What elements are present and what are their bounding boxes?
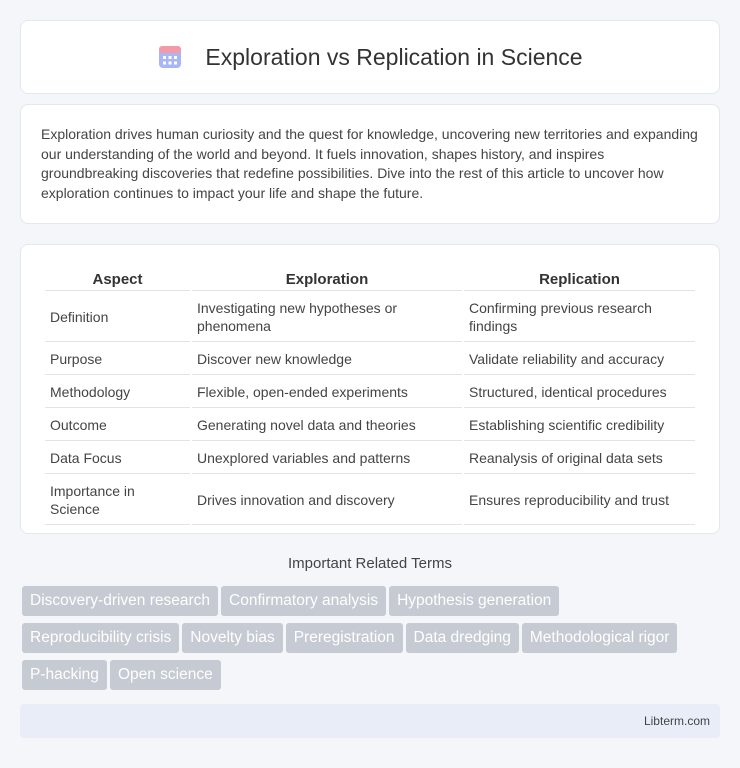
column-header-aspect: Aspect bbox=[45, 267, 190, 291]
table-row bbox=[45, 476, 695, 525]
table-cell: Unexplored variables and patterns bbox=[192, 443, 462, 474]
intro-text: Exploration drives human curiosity and the quest for knowledge, uncovering new territories and expanding our understanding of the world and beyond. It fuels innovation, shapes history, and inspires groundbreaking discoveries that redefine possibilities. Dive into the rest of this article to uncover how exploration continues to impact your life and shape the future. bbox=[41, 126, 698, 201]
footer bbox=[20, 704, 720, 738]
related-term-tag[interactable]: Open science bbox=[110, 660, 221, 690]
column-header-replication: Replication bbox=[464, 267, 695, 291]
comparison-table bbox=[43, 265, 697, 527]
table-row bbox=[45, 377, 695, 408]
intro-card bbox=[20, 104, 720, 224]
table-icon bbox=[157, 44, 183, 70]
table-row bbox=[45, 344, 695, 375]
table-cell: Investigating new hypotheses or phenomena bbox=[192, 293, 462, 342]
table-cell: Definition bbox=[45, 293, 190, 342]
comparison-table-card bbox=[20, 244, 720, 534]
table-cell: Data Focus bbox=[45, 443, 190, 474]
related-term-tag[interactable]: Novelty bias bbox=[182, 623, 282, 653]
table-row bbox=[45, 443, 695, 474]
table-cell: Discover new knowledge bbox=[192, 344, 462, 375]
table-cell: Confirming previous research findings bbox=[464, 293, 695, 342]
column-header-exploration: Exploration bbox=[192, 267, 462, 291]
page-title: Exploration vs Replication in Science bbox=[205, 43, 583, 70]
table-cell: Reanalysis of original data sets bbox=[464, 443, 695, 474]
table-row bbox=[45, 410, 695, 441]
related-term-tag[interactable]: P-hacking bbox=[22, 660, 107, 690]
table-cell: Drives innovation and discovery bbox=[192, 476, 462, 525]
related-term-tag[interactable]: Data dredging bbox=[406, 623, 519, 653]
table-header-row bbox=[45, 267, 695, 291]
footer-site-link[interactable]: Libterm.com bbox=[643, 714, 710, 728]
related-terms-title: Important Related Terms bbox=[288, 555, 452, 572]
table-cell: Structured, identical procedures bbox=[464, 377, 695, 408]
table-row bbox=[45, 293, 695, 342]
table-cell: Outcome bbox=[45, 410, 190, 441]
related-term-tag[interactable]: Preregistration bbox=[286, 623, 403, 653]
header-card bbox=[20, 20, 720, 94]
table-cell: Validate reliability and accuracy bbox=[464, 344, 695, 375]
related-term-tag[interactable]: Hypothesis generation bbox=[389, 586, 559, 616]
related-term-tag[interactable]: Reproducibility crisis bbox=[22, 623, 179, 653]
table-cell: Importance in Science bbox=[45, 476, 190, 525]
related-term-tag[interactable]: Confirmatory analysis bbox=[221, 586, 386, 616]
table-cell: Methodology bbox=[45, 377, 190, 408]
related-term-tag[interactable]: Discovery-driven research bbox=[22, 586, 218, 616]
table-cell: Generating novel data and theories bbox=[192, 410, 462, 441]
table-cell: Purpose bbox=[45, 344, 190, 375]
table-cell: Flexible, open-ended experiments bbox=[192, 377, 462, 408]
table-cell: Establishing scientific credibility bbox=[464, 410, 695, 441]
table-cell: Ensures reproducibility and trust bbox=[464, 476, 695, 525]
related-term-tag[interactable]: Methodological rigor bbox=[522, 623, 678, 653]
related-terms-list bbox=[22, 586, 722, 697]
